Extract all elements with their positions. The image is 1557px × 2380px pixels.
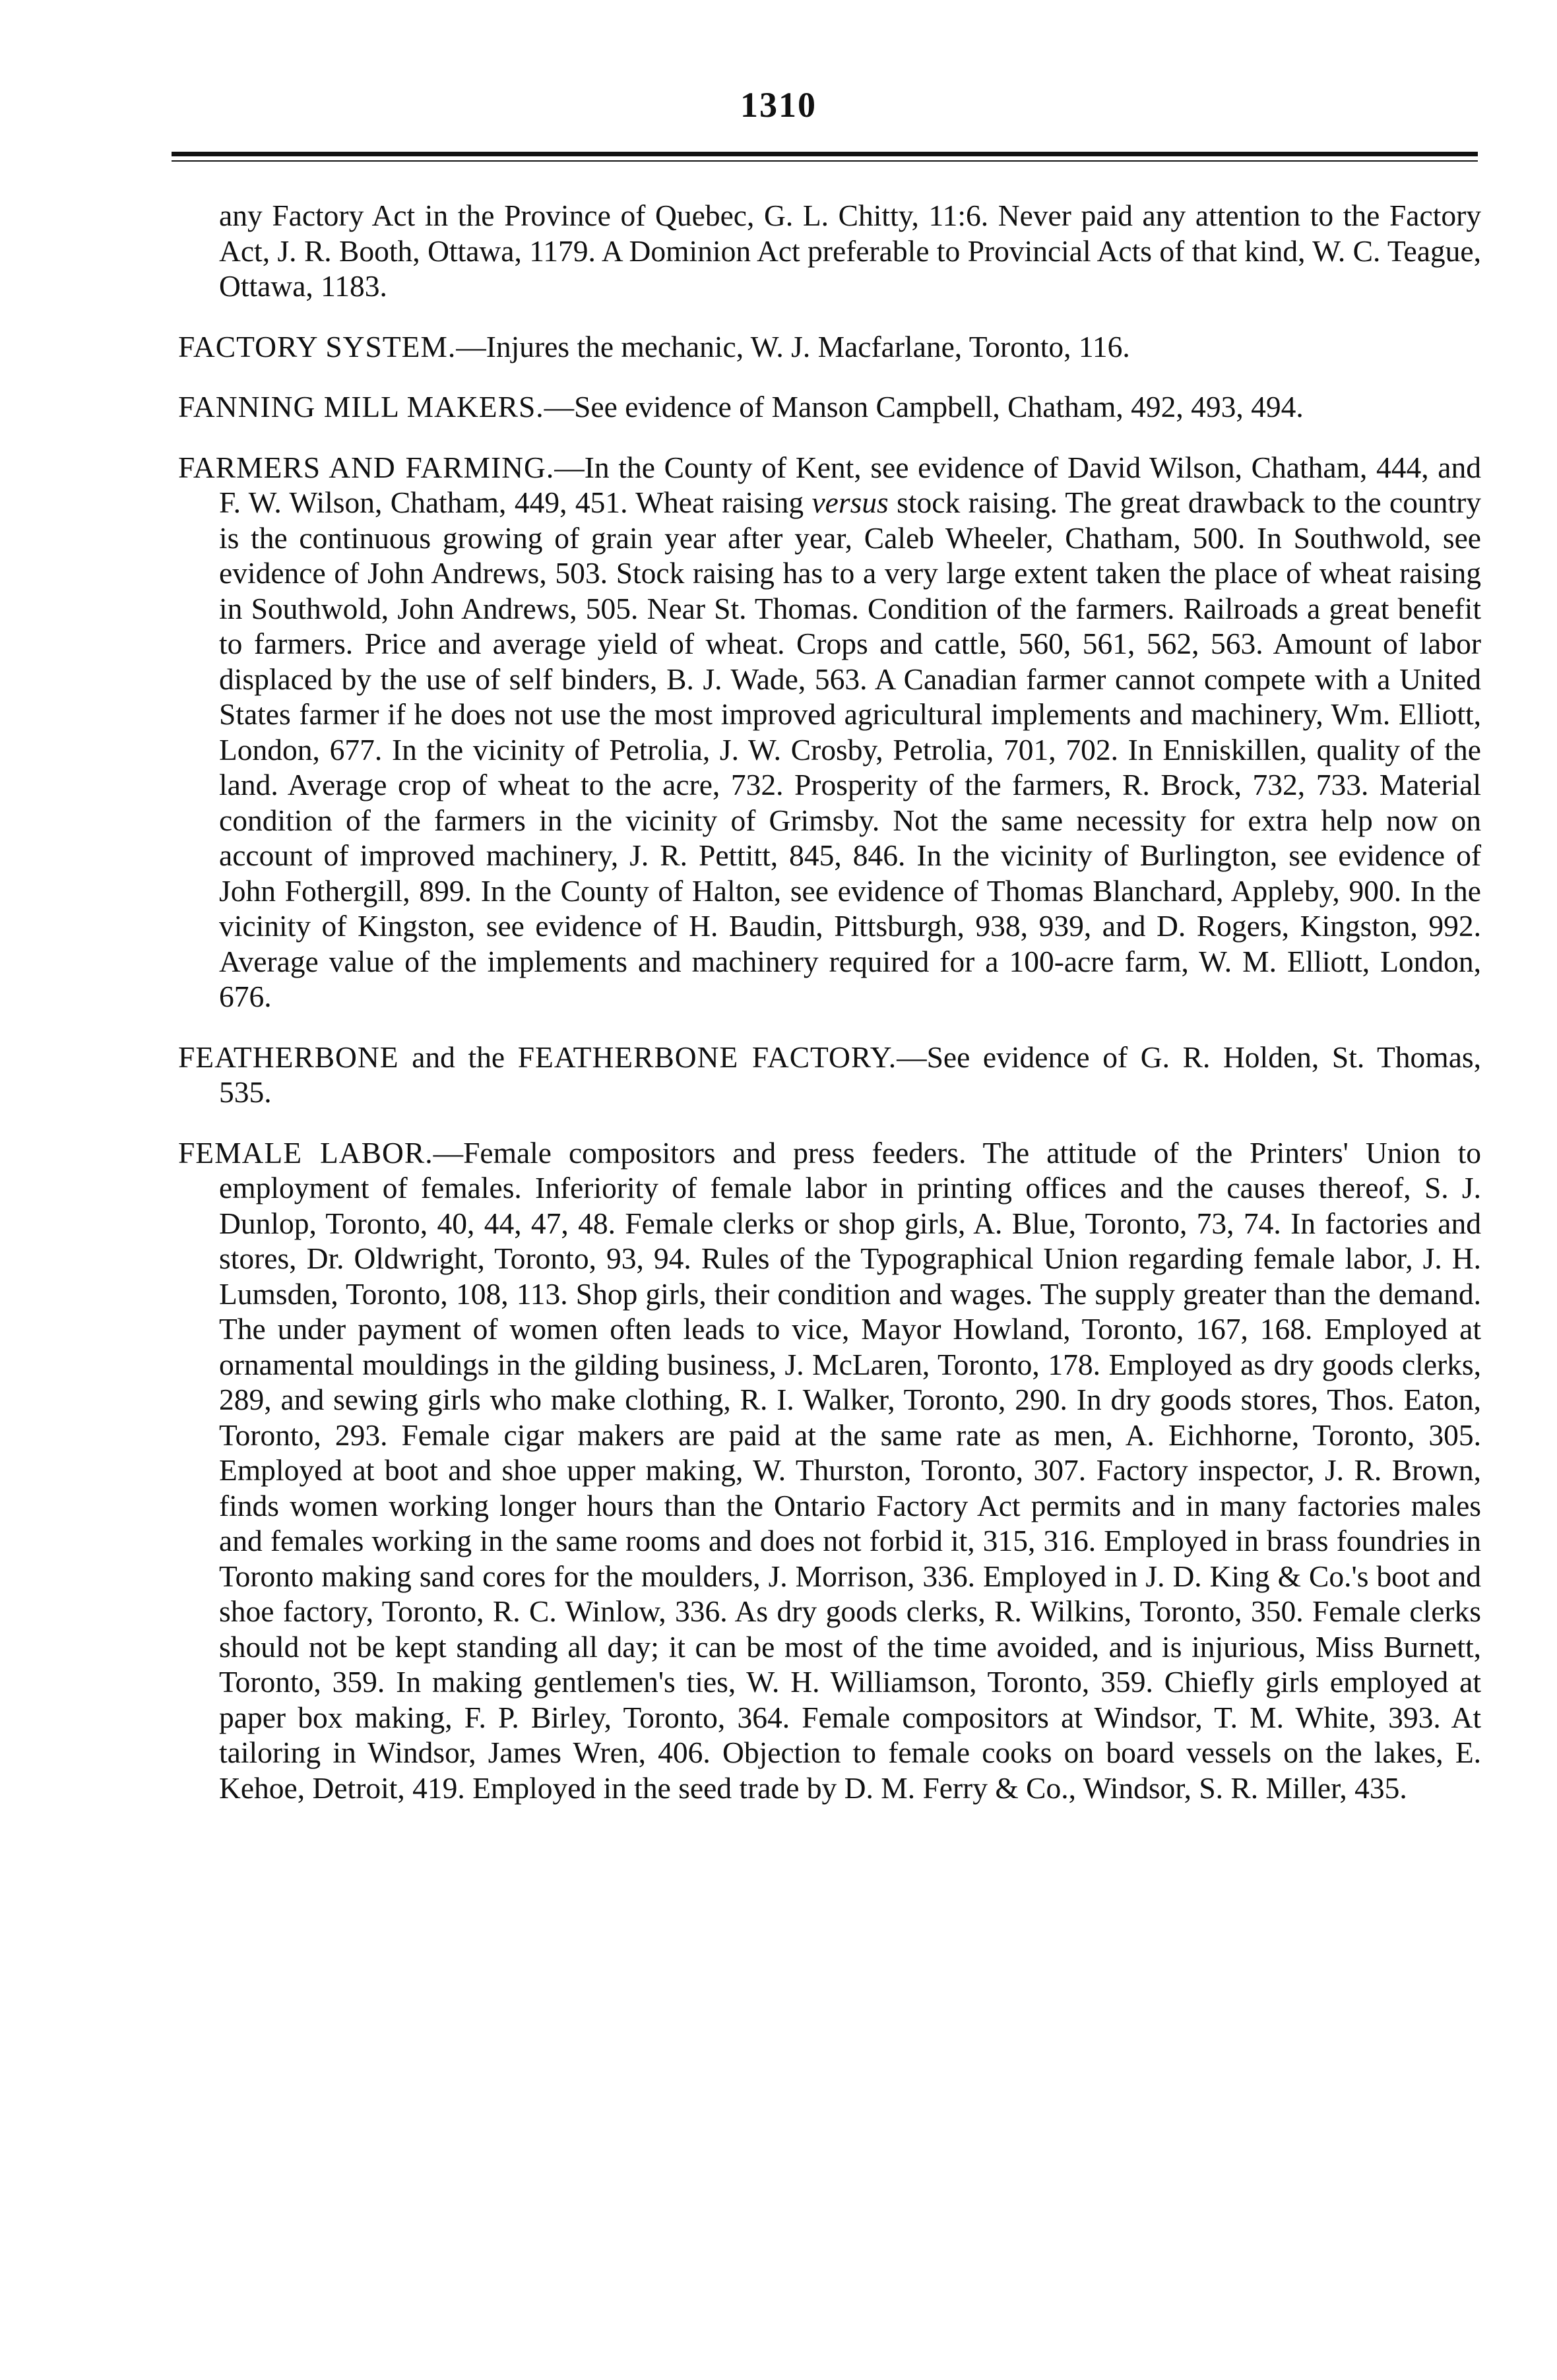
entry-heading: FANNING MILL MAKERS.: [178, 390, 544, 423]
index-content: [178, 198, 1481, 1831]
entry-text: —See evidence of Manson Campbell, Chatham, 492, 493, 494.: [544, 390, 1304, 423]
entry-female-labor: [178, 1135, 1481, 1806]
entry-heading: FACTORY SYSTEM.: [178, 329, 457, 363]
entry-farmers-and-farming: [178, 450, 1481, 1015]
entry-text: —See evidence of G. R. Holden, St. Thomas, 535.: [219, 1040, 1481, 1109]
entry-heading: FEMALE LABOR.: [178, 1135, 433, 1170]
page-number: 1310: [740, 85, 817, 125]
entry-factory-act-continued: [178, 198, 1481, 304]
entry-heading: FEATHERBONE: [178, 1040, 399, 1074]
entry-italic-term: versus: [811, 485, 889, 519]
entry-heading-secondary: FEATHERBONE FACTORY.: [517, 1040, 897, 1074]
entry-heading: FARMERS AND FARMING.: [178, 450, 555, 484]
entry-fanning-mill-makers: [178, 389, 1481, 425]
entry-text-intro: —In the County of Kent, see evidence of David Wilson, Chatham, 444, and F. W. Wilson, Chatham, 449, 451. Wheat raising: [219, 450, 1481, 519]
entry-text: stock raising. The great drawback to the country is the continuous growing of grain year after year, Caleb Wheeler, Chatham, 500. In Southwold, see evidence of John Andrews, 503. Stock raising has to a very large extent taken the place of wheat raising in Southwold, John Andrews, 505. Near St. Thomas. Condition of the farmers. Railroads a great benefit to farmers. Price and average yield of wheat. Crops and cattle, 560, 561, 562, 563. Amount of labor displaced by the use of self binders, B. J. Wade, 563. A Canadian farmer cannot compete with a United States farmer if he does not use the most improved agricultural implements and machinery, Wm. Elliott, London, 677. In the vicinity of Petrolia, J. W. Crosby, Petrolia, 701, 702. In Enniskillen, quality of the land. Average crop of wheat to the acre, 732. Prosperity of the farmers, R. Brock, 732, 733. Material condition of the farmers in the vicinity of Grimsby. Not the same necessity for extra help now on account of improved machinery, J. R. Pettitt, 845, 846. In the vicinity of Burlington, see evidence of John Fothergill, 899. In the County of Halton, see evidence of Thomas Blanchard, Appleby, 900. In the vicinity of Kingston, see evidence of H. Baudin, Pittsburgh, 938, 939, and D. Rogers, Kingston, 992. Average value of the implements and machinery required for a 100-acre farm, W. M. Elliott, London, 676.: [219, 485, 1481, 1013]
header-rule-thick: [172, 152, 1478, 156]
entry-text: any Factory Act in the Province of Quebec, G. L. Chitty, 11:6. Never paid any attention to the Factory Act, J. R. Booth, Ottawa, 1179. A Dominion Act preferable to Provincial Acts of that kind, W. C. Teague, Ottawa, 1183.: [219, 199, 1481, 303]
entry-factory-system: [178, 329, 1481, 365]
entry-heading-connector: and the: [398, 1040, 518, 1074]
header-rule-thin: [172, 160, 1478, 162]
entry-text: —Female compositors and press feeders. The attitude of the Printers' Union to employment of females. Inferiority of female labor in printing offices and the causes thereof, S. J. Dunlop, Toronto, 40, 44, 47, 48. Female clerks or shop girls, A. Blue, Toronto, 73, 74. In factories and stores, Dr. Oldwright, Toronto, 93, 94. Rules of the Typographical Union regarding female labor, J. H. Lumsden, Toronto, 108, 113. Shop girls, their condition and wages. The supply greater than the demand. The under payment of women often leads to vice, Mayor Howland, Toronto, 167, 168. Employed at ornamental mouldings in the gilding business, J. McLaren, Toronto, 178. Employed as dry goods clerks, 289, and sewing girls who make clothing, R. I. Walker, Toronto, 290. In dry goods stores, Thos. Eaton, Toronto, 293. Female cigar makers are paid at the same rate as men, A. Eichhorne, Toronto, 305. Employed at boot and shoe upper making, W. Thurston, Toronto, 307. Factory inspector, J. R. Brown, finds women working longer hours than the Ontario Factory Act permits and in many factories males and females working in the same rooms and does not forbid it, 315, 316. Employed in brass foundries in Toronto making sand cores for the moulders, J. Morrison, 336. Employed in J. D. King & Co.'s boot and shoe factory, Toronto, R. C. Winlow, 336. As dry goods clerks, R. Wilkins, Toronto, 350. Female clerks should not be kept standing all day; it can be most of the time avoided, and is injurious, Miss Burnett, Toronto, 359. In making gentlemen's ties, W. H. Williamson, Toronto, 359. Chiefly girls employed at paper box making, F. P. Birley, Toronto, 364. Female compositors at Windsor, T. M. White, 393. At tailoring in Windsor, James Wren, 406. Objection to female cooks on board vessels on the lakes, E. Kehoe, Detroit, 419. Employed in the seed trade by D. M. Ferry & Co., Windsor, S. R. Miller, 435.: [219, 1135, 1481, 1805]
entry-featherbone: [178, 1040, 1481, 1110]
entry-text: —Injures the mechanic, W. J. Macfarlane, Toronto, 116.: [456, 329, 1130, 363]
